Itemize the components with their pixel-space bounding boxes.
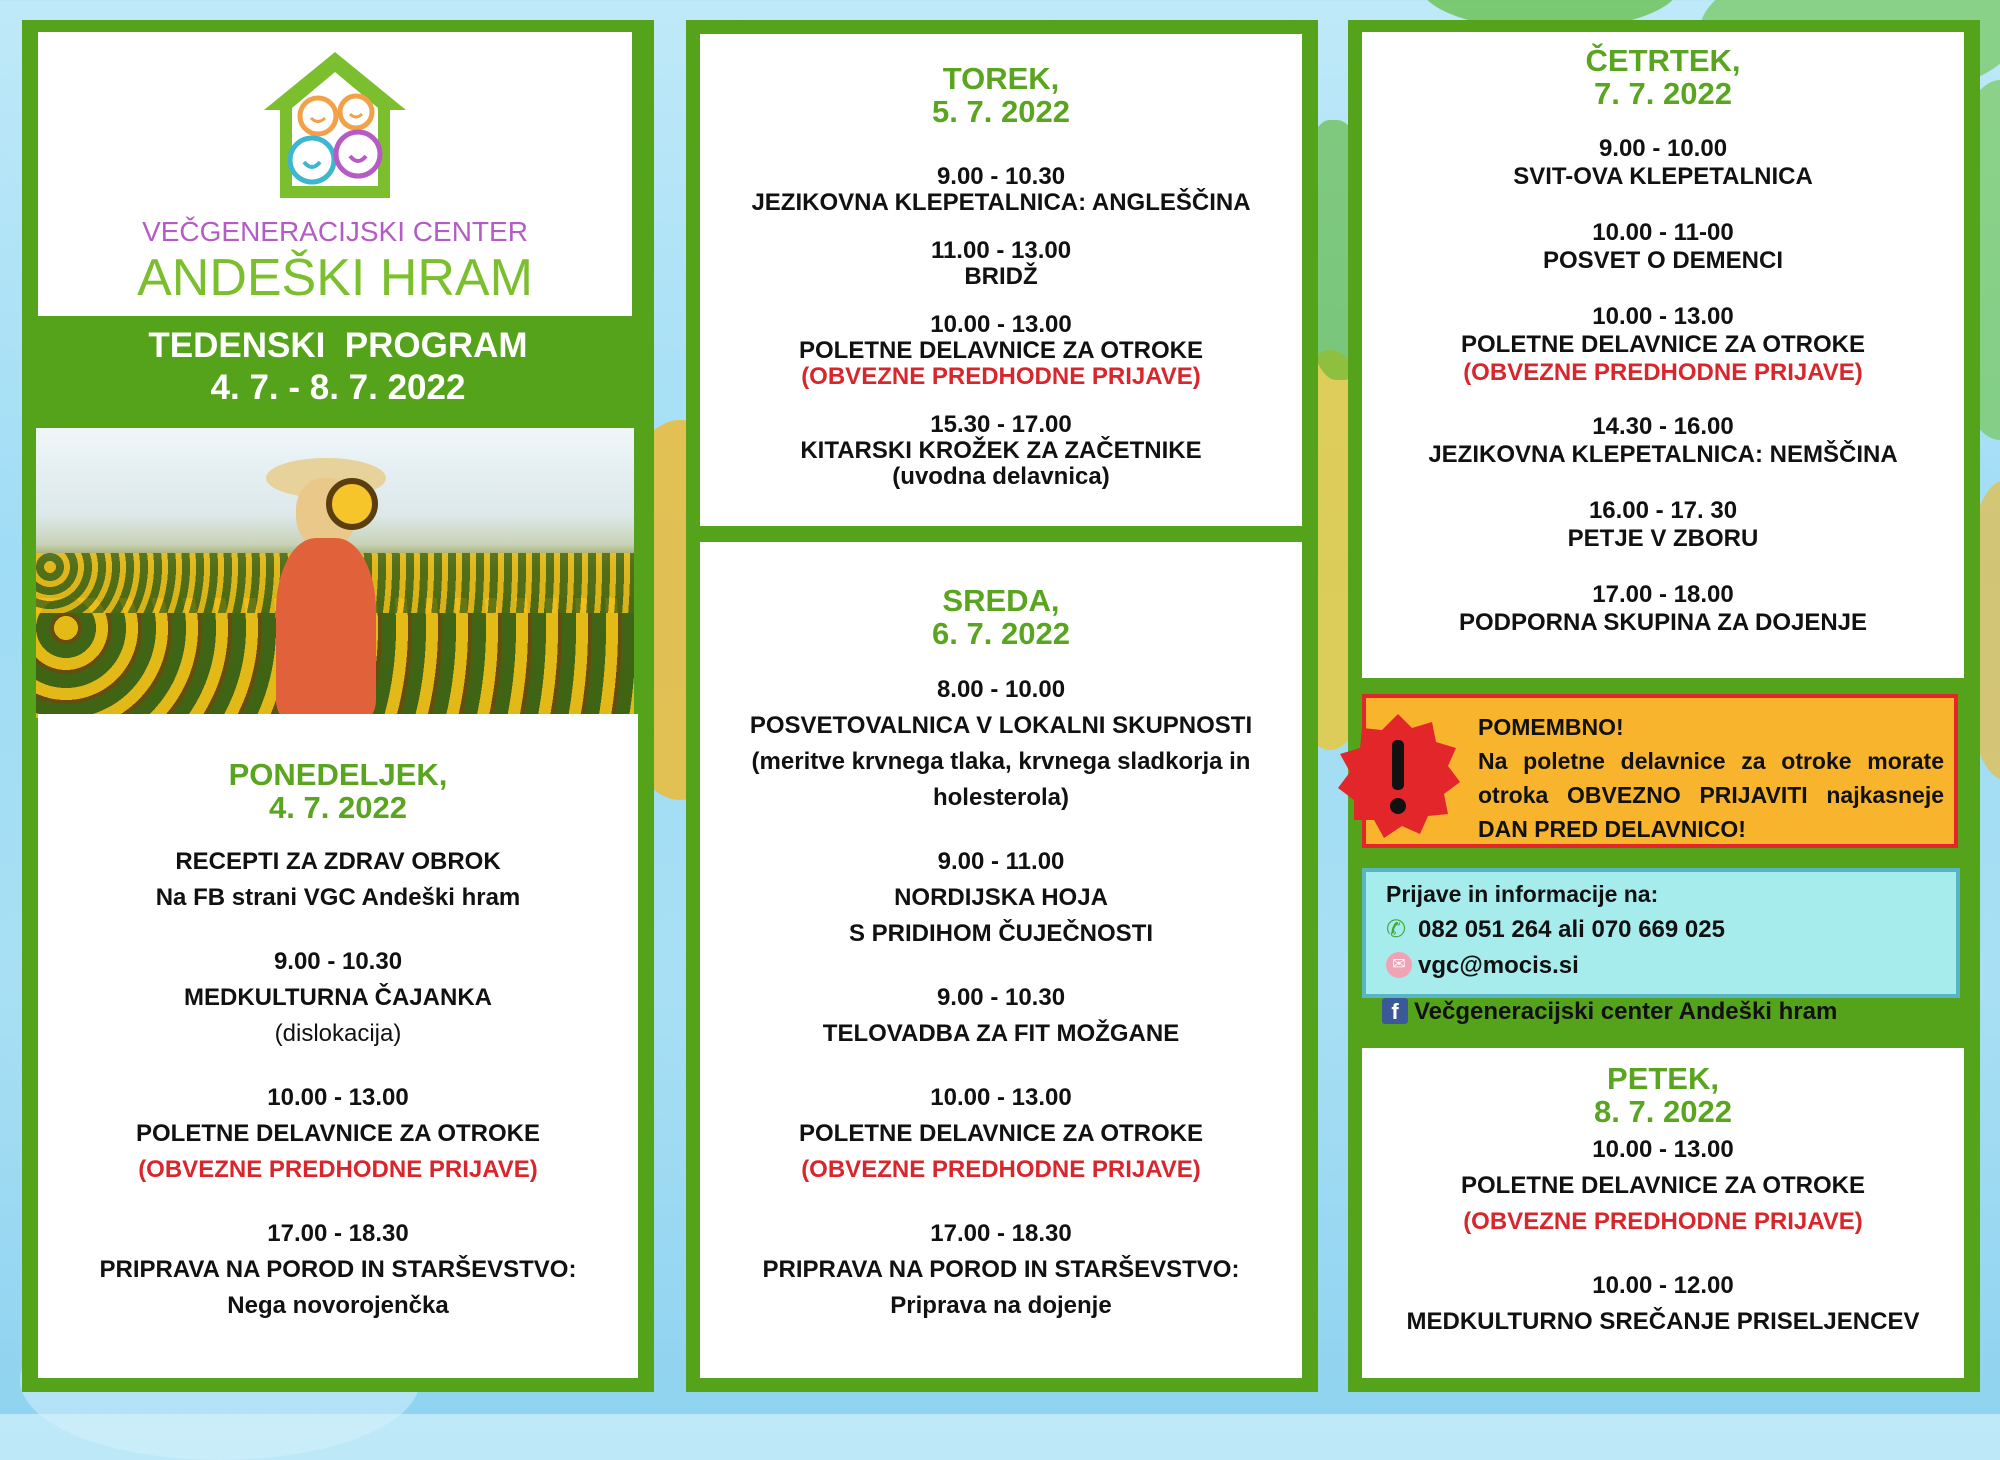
day-heading: SREDA, [942, 583, 1060, 618]
day-heading: PONEDELJEK, [228, 757, 448, 792]
event-note: (dislokacija) [274, 1020, 402, 1047]
event-time: 9.00 - 10.30 [936, 984, 1066, 1011]
event-time: 17.00 - 18.30 [267, 1220, 409, 1247]
sunflower-photo [36, 428, 634, 718]
registration-warning: (OBVEZNE PREDHODNE PRIJAVE) [138, 1156, 538, 1183]
day-date: 8. 7. 2022 [1594, 1094, 1732, 1129]
event-title: POLETNE DELAVNICE ZA OTROKE [1460, 331, 1865, 358]
event-title: NORDIJSKA HOJA [894, 884, 1108, 911]
event-subtitle: Nega novorojenčka [227, 1292, 449, 1319]
event-title: PRIPRAVA NA POROD IN STARŠEVSTVO: [762, 1256, 1240, 1283]
event-title: POLETNE DELAVNICE ZA OTROKE [135, 1120, 540, 1147]
contact-facebook[interactable]: Večgeneracijski center Andeški hram [1414, 998, 1838, 1025]
contact-box [1362, 868, 1960, 998]
monday-panel [38, 714, 638, 1378]
event-time: 9.00 - 10.30 [936, 163, 1066, 190]
event-title: MEDKULTURNO SREČANJE PRISELJENCEV [1406, 1308, 1920, 1335]
event-time: 10.00 - 11-00 [1592, 219, 1734, 246]
right-column [1348, 20, 1980, 1392]
event-time: 16.00 - 17. 30 [1588, 497, 1738, 524]
notice-text: Na poletne delavnice za otroke morate otroka OBVEZNO PRIJAVITI najkasneje DAN PRED DELAVNICO! [1478, 748, 1944, 842]
event-subtitle: (meritve krvnega tlaka, krvnega sladkorja in holesterola) [751, 748, 1251, 811]
wednesday-panel [700, 542, 1302, 1378]
program-dates: 4. 7. - 8. 7. 2022 [210, 368, 466, 407]
tuesday-panel [700, 34, 1302, 526]
event-title: POLETNE DELAVNICE ZA OTROKE [798, 1120, 1203, 1147]
event-title: POSVET O DEMENCI [1542, 247, 1784, 274]
event-title: S PRIDIHOM ČUJEČNOSTI [848, 920, 1154, 947]
thursday-panel [1362, 32, 1964, 678]
email-icon: ✉ [1386, 952, 1412, 978]
event-time: 14.30 - 16.00 [1592, 413, 1734, 440]
event-title: MEDKULTURNA ČAJANKA [184, 984, 492, 1011]
middle-column [686, 20, 1318, 1392]
event-time: 9.00 - 11.00 [937, 848, 1065, 875]
facebook-icon: f [1382, 998, 1408, 1024]
friday-panel [1362, 1048, 1964, 1378]
day-date: 7. 7. 2022 [1594, 76, 1732, 111]
event-title: JEZIKOVNA KLEPETALNICA: ANGLEŠČINA [751, 189, 1251, 216]
program-title: TEDENSKI PROGRAM [148, 326, 528, 365]
org-name-line2: ANDEŠKI HRAM [137, 249, 533, 307]
event-time: 10.00 - 13.00 [930, 311, 1072, 338]
event-time: 10.00 - 13.00 [1592, 303, 1734, 330]
day-heading: ČETRTEK, [1585, 43, 1741, 78]
event-title: TELOVADBA ZA FIT MOŽGANE [822, 1020, 1180, 1047]
event-time: 10.00 - 12.00 [1592, 1272, 1734, 1299]
warning-badge-icon [1332, 710, 1464, 842]
event-time: 17.00 - 18.30 [930, 1220, 1072, 1247]
event-time: 10.00 - 13.00 [1592, 1136, 1734, 1163]
event-title: PRIPRAVA NA POROD IN STARŠEVSTVO: [99, 1256, 577, 1283]
event-time: 15.30 - 17.00 [930, 411, 1072, 438]
phone-icon: ✆ [1386, 916, 1407, 943]
event-time: 10.00 - 13.00 [930, 1084, 1072, 1111]
registration-warning: (OBVEZNE PREDHODNE PRIJAVE) [1463, 359, 1863, 386]
registration-warning: (OBVEZNE PREDHODNE PRIJAVE) [1463, 1208, 1863, 1235]
logo-panel [38, 32, 632, 316]
event-title: POLETNE DELAVNICE ZA OTROKE [1460, 1172, 1865, 1199]
day-date: 4. 7. 2022 [269, 790, 407, 825]
event-title: RECEPTI ZA ZDRAV OBROK [175, 848, 501, 875]
house-logo-icon [260, 46, 410, 206]
event-time: 8.00 - 10.00 [936, 676, 1066, 703]
notice-heading: POMEMBNO! [1478, 714, 1624, 740]
event-title: PETJE V ZBORU [1567, 525, 1759, 552]
event-title: POLETNE DELAVNICE ZA OTROKE [798, 337, 1203, 364]
event-title: BRIDŽ [964, 263, 1038, 290]
org-name-line1: VEČGENERACIJSKI CENTER [142, 216, 528, 247]
event-title: PODPORNA SKUPINA ZA DOJENJE [1458, 609, 1868, 636]
day-date: 5. 7. 2022 [932, 94, 1070, 129]
event-time: 17.00 - 18.00 [1592, 581, 1734, 608]
event-title: KITARSKI KROŽEK ZA ZAČETNIKE [800, 437, 1202, 464]
event-time: 10.00 - 13.00 [267, 1084, 409, 1111]
day-date: 6. 7. 2022 [932, 616, 1070, 651]
event-title: POSVETOVALNICA V LOKALNI SKUPNOSTI [749, 712, 1253, 739]
event-time: 11.00 - 13.00 [930, 237, 1072, 264]
event-subtitle: (uvodna delavnica) [892, 463, 1110, 490]
event-title: JEZIKOVNA KLEPETALNICA: NEMŠČINA [1428, 441, 1898, 468]
registration-warning: (OBVEZNE PREDHODNE PRIJAVE) [801, 363, 1201, 390]
day-heading: TOREK, [942, 61, 1060, 96]
registration-warning: (OBVEZNE PREDHODNE PRIJAVE) [801, 1156, 1201, 1183]
left-column [22, 20, 654, 1392]
event-subtitle: Priprava na dojenje [890, 1292, 1112, 1319]
event-title: SVIT-OVA KLEPETALNICA [1513, 163, 1813, 190]
day-heading: PETEK, [1607, 1061, 1719, 1096]
contact-heading: Prijave in informacije na: [1386, 881, 1659, 907]
event-time: 9.00 - 10.00 [1598, 135, 1728, 162]
event-time: 9.00 - 10.30 [273, 948, 403, 975]
contact-phone[interactable]: 082 051 264 ali 070 669 025 [1418, 916, 1725, 943]
contact-email[interactable]: vgc@mocis.si [1418, 952, 1579, 979]
event-subtitle: Na FB strani VGC Andeški hram [155, 884, 521, 911]
